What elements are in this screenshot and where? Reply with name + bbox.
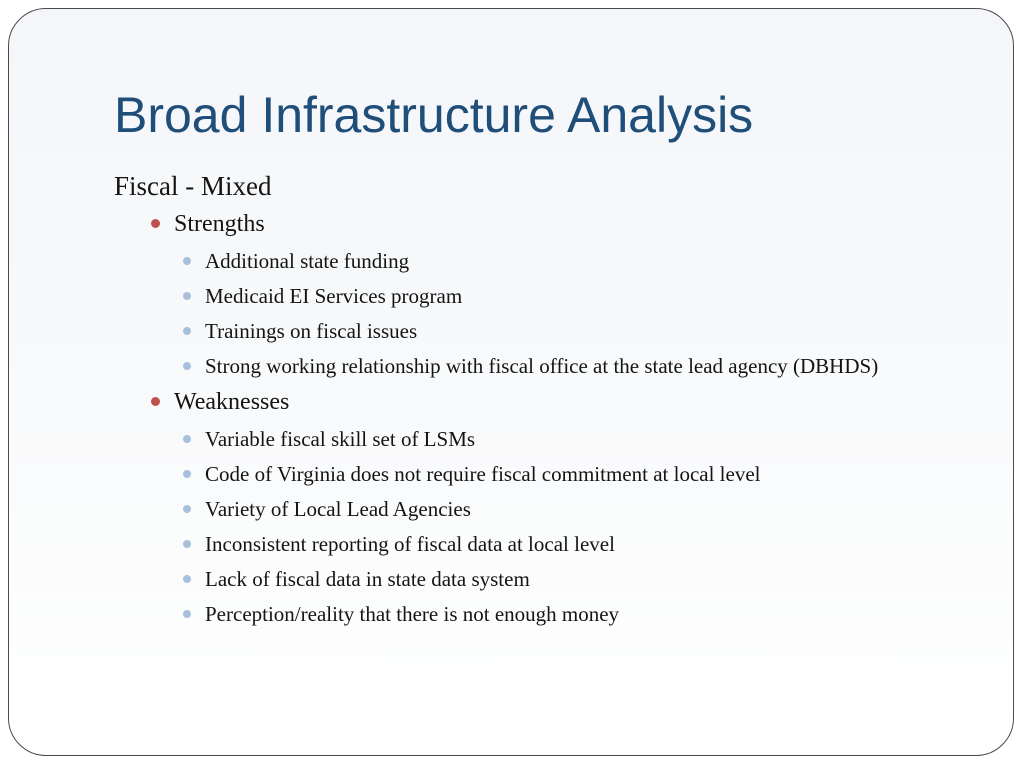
list-item-text: Variable fiscal skill set of LSMs [205, 427, 476, 451]
bullet-icon [183, 575, 191, 583]
bullet-icon [183, 505, 191, 513]
bullet-icon [151, 219, 160, 228]
slide-title: Broad Infrastructure Analysis [114, 87, 754, 143]
bullet-icon [183, 435, 191, 443]
section-strengths [114, 208, 904, 240]
slide-body [114, 168, 904, 628]
list-item [114, 352, 904, 380]
list-item [114, 425, 904, 453]
list-item [114, 495, 904, 523]
bullet-icon [183, 292, 191, 300]
list-item-text: Lack of fiscal data in state data system [205, 567, 530, 591]
list-item [114, 530, 904, 558]
list-item [114, 565, 904, 593]
list-item [114, 460, 904, 488]
bullet-icon [151, 397, 160, 406]
body-heading: Fiscal - Mixed [114, 171, 272, 201]
section-label: Weaknesses [174, 389, 290, 415]
bullet-icon [183, 362, 191, 370]
list-item [114, 282, 904, 310]
list-item-text: Code of Virginia does not require fiscal commitment at local level [205, 462, 761, 486]
list-item-text: Inconsistent reporting of fiscal data at local level [205, 532, 615, 556]
list-item-text: Perception/reality that there is not enough money [205, 602, 620, 626]
section-label: Strengths [174, 211, 265, 237]
list-item [114, 317, 904, 345]
list-item-text: Strong working relationship with fiscal office at the state lead agency (DBHDS) [205, 354, 879, 378]
bullet-icon [183, 610, 191, 618]
list-item [114, 247, 904, 275]
bullet-icon [183, 470, 191, 478]
bullet-icon [183, 540, 191, 548]
bullet-icon [183, 327, 191, 335]
list-item-text: Additional state funding [205, 249, 410, 273]
section-weaknesses [114, 386, 904, 418]
list-item-text: Trainings on fiscal issues [205, 319, 418, 343]
bullet-icon [183, 257, 191, 265]
list-item [114, 600, 904, 628]
list-item-text: Medicaid EI Services program [205, 284, 463, 308]
list-item-text: Variety of Local Lead Agencies [205, 497, 471, 521]
